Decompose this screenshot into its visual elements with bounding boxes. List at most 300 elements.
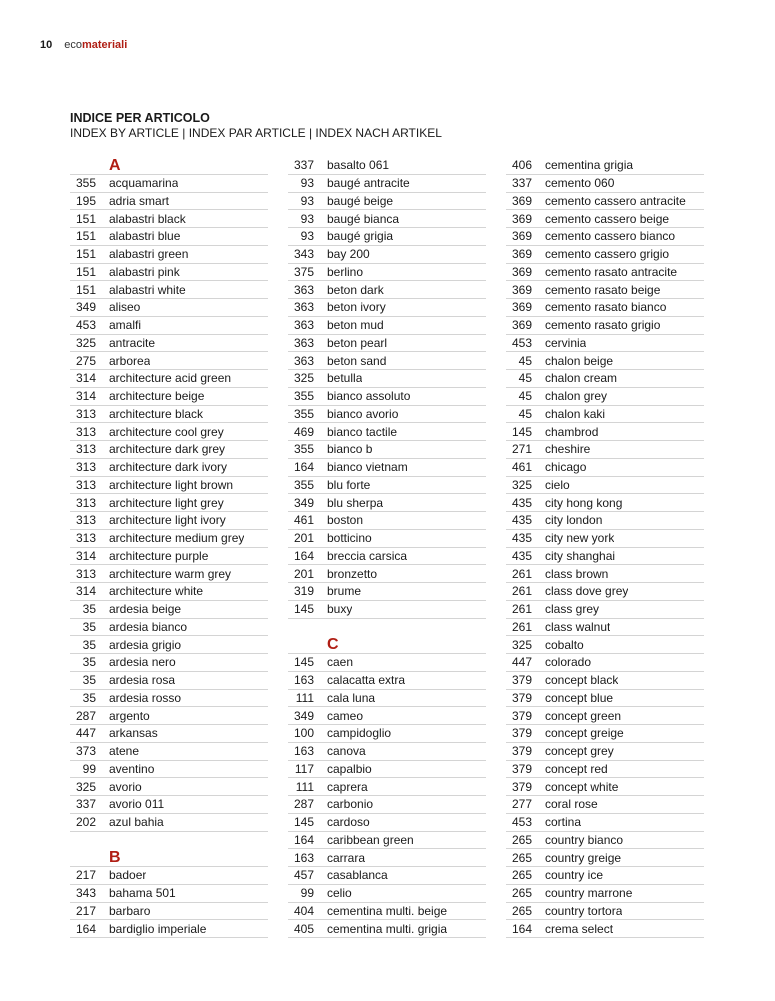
entry-article-name: cemento rasato bianco	[545, 300, 667, 315]
entry-article-name: botticino	[327, 531, 372, 546]
entry-page-number: 363	[293, 318, 314, 333]
entry-page-number: 313	[75, 442, 96, 457]
index-entry	[288, 423, 486, 441]
entry-page-number: 145	[293, 655, 314, 670]
entry-page-number: 217	[75, 903, 96, 918]
entry-article-name: cemento rasato antracite	[545, 264, 678, 279]
entry-article-name: bronzetto	[327, 566, 378, 581]
entry-page-number: 355	[75, 176, 96, 191]
index-entry	[70, 761, 268, 779]
entry-page-number: 369	[511, 211, 532, 226]
entry-article-name: concept grey	[545, 744, 614, 759]
entry-page-number: 369	[511, 318, 532, 333]
entry-page-number: 35	[82, 673, 96, 688]
page-title: INDICE PER ARTICOLO	[70, 111, 210, 125]
entry-page-number: 363	[293, 335, 314, 350]
brand-prefix: eco	[64, 39, 82, 51]
entry-article-name: cameo	[327, 708, 364, 723]
entry-page-number: 145	[511, 424, 532, 439]
entry-page-number: 314	[75, 389, 96, 404]
index-entry	[70, 423, 268, 441]
index-entry	[288, 264, 486, 282]
entry-page-number: 379	[511, 673, 532, 688]
entry-page-number: 369	[511, 193, 532, 208]
entry-page-number: 111	[295, 779, 314, 794]
entry-page-number: 265	[511, 850, 532, 865]
entry-article-name: country greige	[545, 850, 622, 865]
entry-page-number: 313	[75, 424, 96, 439]
entry-article-name: caen	[327, 655, 354, 670]
entry-article-name: architecture warm grey	[109, 566, 232, 581]
index-entry	[70, 228, 268, 246]
entry-article-name: carrara	[327, 850, 366, 865]
index-entry	[70, 246, 268, 264]
entry-article-name: country ice	[545, 868, 604, 883]
entry-article-name: cementina multi. grigia	[327, 921, 448, 936]
index-entry	[288, 885, 486, 903]
entry-page-number: 35	[82, 602, 96, 617]
entry-page-number: 355	[293, 406, 314, 421]
index-entry	[70, 352, 268, 370]
entry-page-number: 325	[511, 637, 532, 652]
entry-page-number: 45	[518, 389, 532, 404]
entry-article-name: canova	[327, 744, 366, 759]
entry-page-number: 355	[293, 477, 314, 492]
index-entry	[288, 903, 486, 921]
entry-article-name: aliseo	[109, 300, 141, 315]
section-letter: A	[70, 157, 268, 175]
index-entry	[288, 867, 486, 885]
entry-page-number: 163	[293, 744, 314, 759]
entry-article-name: avorio 011	[109, 797, 165, 812]
entry-article-name: brume	[327, 584, 362, 599]
index-entry	[288, 583, 486, 601]
entry-page-number: 435	[511, 495, 532, 510]
index-entry	[506, 778, 704, 796]
index-entry	[506, 228, 704, 246]
entry-article-name: beton pearl	[327, 335, 388, 350]
entry-page-number: 343	[293, 247, 314, 262]
index-entry	[70, 175, 268, 193]
index-column-2	[288, 157, 486, 938]
index-heading	[70, 111, 442, 140]
index-entry	[506, 548, 704, 566]
index-entry	[70, 459, 268, 477]
entry-page-number: 145	[293, 815, 314, 830]
entry-article-name: cemento cassero grigio	[545, 247, 670, 262]
index-entry	[70, 210, 268, 228]
entry-article-name: bianco assoluto	[327, 389, 411, 404]
entry-page-number: 325	[75, 779, 96, 794]
entry-page-number: 319	[293, 584, 314, 599]
index-entry	[506, 317, 704, 335]
entry-article-name: capalbio	[327, 761, 372, 776]
entry-article-name: beton sand	[327, 353, 387, 368]
index-entry	[288, 494, 486, 512]
entry-article-name: barbaro	[109, 903, 151, 918]
index-column-3	[506, 157, 704, 938]
index-entry	[506, 157, 704, 175]
entry-article-name: badoer	[109, 868, 147, 883]
entry-article-name: concept green	[545, 708, 622, 723]
entry-page-number: 99	[82, 761, 96, 776]
index-entry	[288, 565, 486, 583]
entry-page-number: 93	[300, 193, 314, 208]
index-entry	[506, 210, 704, 228]
index-entry	[506, 814, 704, 832]
entry-page-number: 202	[75, 815, 96, 830]
entry-page-number: 453	[75, 318, 96, 333]
index-entry	[506, 725, 704, 743]
entry-article-name: city london	[545, 513, 603, 528]
index-entry	[506, 246, 704, 264]
index-entry	[506, 796, 704, 814]
entry-article-name: cheshire	[545, 442, 591, 457]
entry-page-number: 145	[293, 602, 314, 617]
entry-article-name: atene	[109, 744, 140, 759]
index-entry	[288, 814, 486, 832]
entry-article-name: bianco b	[327, 442, 373, 457]
entry-article-name: baugé antracite	[327, 176, 410, 191]
index-entry	[506, 583, 704, 601]
entry-page-number: 435	[511, 548, 532, 563]
entry-article-name: architecture beige	[109, 389, 205, 404]
entry-article-name: buxy	[327, 602, 353, 617]
index-entry	[70, 317, 268, 335]
entry-article-name: cobalto	[545, 637, 584, 652]
index-entry	[288, 601, 486, 619]
entry-page-number: 164	[511, 921, 532, 936]
index-entry	[70, 388, 268, 406]
entry-page-number: 343	[75, 886, 96, 901]
entry-article-name: colorado	[545, 655, 592, 670]
index-entry	[506, 494, 704, 512]
index-entry	[506, 672, 704, 690]
entry-article-name: ardesia bianco	[109, 619, 188, 634]
entry-article-name: class grey	[545, 602, 600, 617]
section-spacer	[70, 832, 268, 850]
entry-page-number: 277	[511, 797, 532, 812]
index-entry	[506, 867, 704, 885]
entry-page-number: 35	[82, 655, 96, 670]
index-entry	[506, 459, 704, 477]
entry-article-name: calacatta extra	[327, 673, 406, 688]
entry-article-name: ardesia nero	[109, 655, 176, 670]
entry-page-number: 404	[293, 903, 314, 918]
entry-article-name: antracite	[109, 335, 156, 350]
entry-article-name: cortina	[545, 815, 582, 830]
entry-page-number: 99	[300, 886, 314, 901]
index-entry	[288, 246, 486, 264]
index-entry	[288, 406, 486, 424]
index-entry	[70, 601, 268, 619]
entry-page-number: 271	[511, 442, 532, 457]
index-entry	[70, 619, 268, 637]
entry-page-number: 453	[511, 815, 532, 830]
index-entry	[288, 210, 486, 228]
entry-page-number: 405	[293, 921, 314, 936]
index-entry	[506, 920, 704, 938]
entry-article-name: chicago	[545, 460, 587, 475]
entry-article-name: bay 200	[327, 247, 370, 262]
entry-page-number: 164	[293, 548, 314, 563]
entry-article-name: chalon grey	[545, 389, 608, 404]
entry-article-name: beton mud	[327, 318, 384, 333]
entry-article-name: architecture light grey	[109, 495, 224, 510]
index-entry	[70, 796, 268, 814]
entry-article-name: casablanca	[327, 868, 388, 883]
index-entry	[506, 388, 704, 406]
entry-page-number: 337	[293, 158, 314, 173]
entry-article-name: bianco vietnam	[327, 460, 408, 475]
entry-article-name: blu sherpa	[327, 495, 384, 510]
index-entry	[506, 264, 704, 282]
index-entry	[506, 477, 704, 495]
entry-page-number: 469	[293, 424, 314, 439]
entry-page-number: 379	[511, 744, 532, 759]
index-entry	[70, 672, 268, 690]
entry-page-number: 151	[75, 282, 96, 297]
entry-article-name: ardesia rosa	[109, 673, 176, 688]
entry-page-number: 363	[293, 282, 314, 297]
entry-article-name: cementina multi. beige	[327, 903, 448, 918]
entry-page-number: 379	[511, 761, 532, 776]
entry-article-name: concept red	[545, 761, 608, 776]
entry-page-number: 379	[511, 708, 532, 723]
index-entry	[288, 761, 486, 779]
entry-page-number: 363	[293, 300, 314, 315]
entry-page-number: 325	[511, 477, 532, 492]
entry-article-name: caprera	[327, 779, 368, 794]
index-entry	[70, 725, 268, 743]
entry-page-number: 435	[511, 513, 532, 528]
entry-page-number: 435	[511, 531, 532, 546]
index-entry	[288, 281, 486, 299]
entry-page-number: 93	[300, 229, 314, 244]
entry-article-name: class brown	[545, 566, 609, 581]
entry-article-name: class dove grey	[545, 584, 629, 599]
entry-article-name: cielo	[545, 477, 570, 492]
entry-page-number: 461	[293, 513, 314, 528]
entry-article-name: campidoglio	[327, 726, 392, 741]
index-entry	[288, 530, 486, 548]
entry-page-number: 265	[511, 868, 532, 883]
entry-article-name: bianco tactile	[327, 424, 398, 439]
entry-page-number: 261	[511, 602, 532, 617]
entry-article-name: acquamarina	[109, 176, 179, 191]
entry-page-number: 314	[75, 548, 96, 563]
index-entry	[70, 530, 268, 548]
entry-page-number: 163	[293, 673, 314, 688]
index-entry	[288, 370, 486, 388]
index-entry	[506, 175, 704, 193]
index-entry	[70, 778, 268, 796]
entry-page-number: 369	[511, 229, 532, 244]
page-number: 10	[40, 39, 53, 51]
index-entry	[288, 228, 486, 246]
index-entry	[70, 707, 268, 725]
entry-page-number: 217	[75, 868, 96, 883]
entry-article-name: argento	[109, 708, 150, 723]
entry-article-name: bianco avorio	[327, 406, 399, 421]
entry-article-name: cemento rasato grigio	[545, 318, 661, 333]
entry-article-name: baugé bianca	[327, 211, 400, 226]
entry-page-number: 151	[75, 247, 96, 262]
section-letter: B	[70, 849, 268, 867]
entry-page-number: 406	[511, 158, 532, 173]
index-entry	[506, 654, 704, 672]
page-subtitle: INDEX BY ARTICLE | INDEX PAR ARTICLE | INDEX NACH ARTIKEL	[70, 126, 442, 140]
entry-page-number: 349	[75, 300, 96, 315]
index-entry	[288, 920, 486, 938]
index-entry	[70, 335, 268, 353]
index-entry	[70, 654, 268, 672]
entry-article-name: class walnut	[545, 619, 611, 634]
entry-article-name: architecture acid green	[109, 371, 232, 386]
index-entry	[506, 512, 704, 530]
index-entry	[288, 352, 486, 370]
index-entry	[70, 193, 268, 211]
index-entry	[288, 796, 486, 814]
entry-article-name: crema select	[545, 921, 614, 936]
index-entry	[506, 601, 704, 619]
index-entry	[506, 281, 704, 299]
index-entry	[70, 264, 268, 282]
entry-page-number: 369	[511, 247, 532, 262]
entry-article-name: alabastri blue	[109, 229, 181, 244]
entry-article-name: country bianco	[545, 832, 624, 847]
index-entry	[506, 885, 704, 903]
index-entry	[288, 459, 486, 477]
entry-page-number: 151	[75, 264, 96, 279]
index-entry	[70, 885, 268, 903]
entry-page-number: 151	[75, 229, 96, 244]
entry-page-number: 111	[295, 690, 314, 705]
entry-article-name: cala luna	[327, 690, 376, 705]
index-entry	[70, 281, 268, 299]
index-entry	[506, 849, 704, 867]
index-entry	[506, 832, 704, 850]
entry-page-number: 201	[293, 566, 314, 581]
index-entry	[506, 761, 704, 779]
index-entry	[70, 690, 268, 708]
entry-article-name: ardesia grigio	[109, 637, 182, 652]
entry-article-name: blu forte	[327, 477, 371, 492]
index-entry	[288, 317, 486, 335]
index-entry	[506, 299, 704, 317]
entry-article-name: architecture white	[109, 584, 204, 599]
entry-page-number: 313	[75, 495, 96, 510]
index-entry	[288, 832, 486, 850]
entry-article-name: baugé beige	[327, 193, 394, 208]
entry-article-name: beton dark	[327, 282, 384, 297]
entry-page-number: 163	[293, 850, 314, 865]
index-entry	[70, 441, 268, 459]
entry-article-name: adria smart	[109, 193, 170, 208]
index-entry	[70, 867, 268, 885]
entry-page-number: 265	[511, 886, 532, 901]
index-entry	[70, 903, 268, 921]
index-entry	[70, 548, 268, 566]
entry-page-number: 447	[511, 655, 532, 670]
index-entry	[506, 619, 704, 637]
entry-page-number: 447	[75, 726, 96, 741]
entry-article-name: architecture purple	[109, 548, 209, 563]
entry-page-number: 265	[511, 903, 532, 918]
entry-page-number: 325	[75, 335, 96, 350]
index-entry	[506, 423, 704, 441]
entry-page-number: 349	[293, 708, 314, 723]
entry-article-name: architecture black	[109, 406, 204, 421]
entry-page-number: 45	[518, 406, 532, 421]
entry-page-number: 337	[511, 176, 532, 191]
entry-article-name: architecture medium grey	[109, 531, 245, 546]
entry-page-number: 313	[75, 460, 96, 475]
index-entry	[506, 441, 704, 459]
entry-article-name: chalon cream	[545, 371, 618, 386]
index-entry	[506, 707, 704, 725]
entry-page-number: 375	[293, 264, 314, 279]
entry-article-name: baugé grigia	[327, 229, 394, 244]
entry-article-name: bahama 501	[109, 886, 176, 901]
index-entry	[288, 743, 486, 761]
index-entry	[288, 388, 486, 406]
index-entry	[506, 370, 704, 388]
index-entry	[70, 299, 268, 317]
entry-article-name: berlino	[327, 264, 364, 279]
entry-article-name: boston	[327, 513, 364, 528]
entry-article-name: basalto 061	[327, 158, 390, 173]
entry-article-name: concept greige	[545, 726, 624, 741]
index-entry	[70, 636, 268, 654]
entry-page-number: 453	[511, 335, 532, 350]
entry-article-name: celio	[327, 886, 352, 901]
index-entry	[70, 743, 268, 761]
entry-article-name: country marrone	[545, 886, 633, 901]
entry-page-number: 379	[511, 779, 532, 794]
entry-article-name: cemento 060	[545, 176, 615, 191]
entry-article-name: amalfi	[109, 318, 142, 333]
entry-article-name: concept blue	[545, 690, 614, 705]
index-entry	[288, 849, 486, 867]
index-entry	[506, 743, 704, 761]
index-entry	[288, 725, 486, 743]
index-entry	[288, 654, 486, 672]
entry-article-name: architecture cool grey	[109, 424, 224, 439]
index-entry	[506, 406, 704, 424]
entry-page-number: 457	[293, 868, 314, 883]
entry-article-name: beton ivory	[327, 300, 386, 315]
index-entry	[288, 548, 486, 566]
index-entry	[506, 565, 704, 583]
entry-page-number: 313	[75, 406, 96, 421]
entry-article-name: cemento cassero beige	[545, 211, 670, 226]
index-entry	[288, 193, 486, 211]
entry-page-number: 379	[511, 726, 532, 741]
entry-page-number: 373	[75, 744, 96, 759]
entry-article-name: cardoso	[327, 815, 370, 830]
entry-article-name: azul bahia	[109, 815, 164, 830]
index-entry	[506, 335, 704, 353]
entry-page-number: 35	[82, 619, 96, 634]
index-entry	[288, 512, 486, 530]
entry-article-name: country tortora	[545, 903, 623, 918]
index-entry	[288, 299, 486, 317]
entry-page-number: 355	[293, 442, 314, 457]
entry-page-number: 195	[75, 193, 96, 208]
index-entry	[506, 352, 704, 370]
entry-page-number: 313	[75, 513, 96, 528]
